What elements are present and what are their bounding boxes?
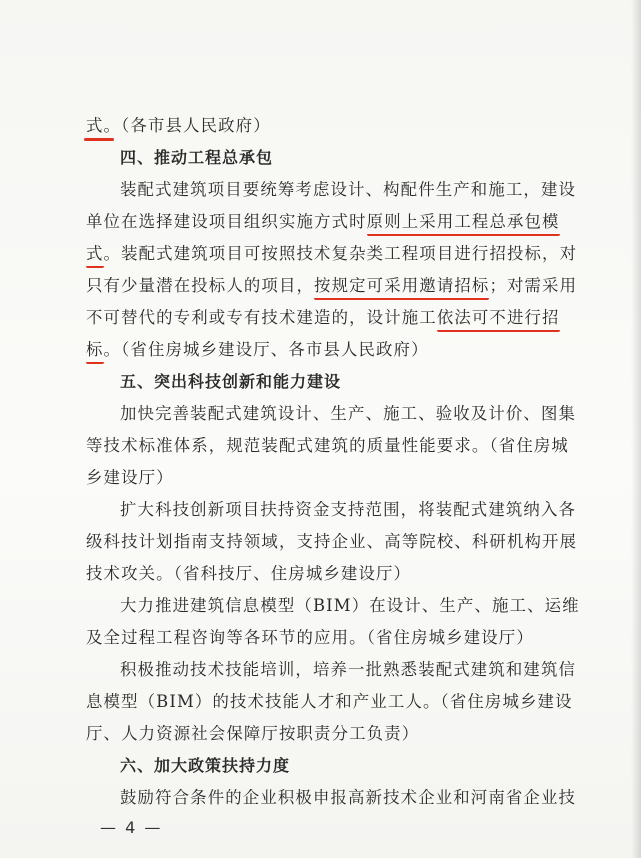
text-line-5 — [86, 244, 577, 264]
section-heading-6: 六、加大政策扶持力度 — [120, 756, 291, 775]
text-line-4 — [86, 212, 560, 232]
section-heading-5: 五、突出科技创新和能力建设 — [120, 372, 342, 391]
text-line-14: 级科技计划指南支持领域，支持企业、高等院校、科研机构开展 — [86, 532, 578, 551]
text-segment: 。（省住房城乡建设厅、各市县人民政府） — [103, 340, 429, 359]
text-line-8 — [86, 340, 429, 360]
text-line-19: 息模型（BIM）的技术技能人才和产业工人。（省住房城乡建设 — [86, 692, 573, 711]
text-line-11: 等技术标准体系，规范装配式建筑的质量性能要求。（省住房城 — [86, 436, 569, 455]
text-segment: 不可替代的专利或专有技术建造的，设计施工 — [86, 308, 437, 327]
text-segment: 式。 — [86, 116, 122, 135]
underlined-text: 按规定可采用邀请招标 — [314, 276, 489, 300]
text-line-12: 乡建设厅） — [86, 468, 174, 487]
page-number: — 4 — — [100, 818, 163, 837]
text-line-13: 扩大科技创新项目扶持资金支持范围，将装配式建筑纳入各 — [120, 500, 577, 519]
text-segment: 。装配式建筑项目可按照技术复杂类工程项目进行招投标，对 — [103, 244, 578, 263]
text-line-22: 鼓励符合条件的企业积极申报高新技术企业和河南省企业技 — [120, 788, 577, 807]
underlined-text: 原则上采用工程总承包模 — [367, 212, 560, 236]
text-segment: 只有少量潜在投标人的项目， — [86, 276, 315, 295]
text-line-1 — [86, 116, 271, 136]
text-line-17: 及全过程工程咨询等各环节的应用。（省住房城乡建设厅） — [86, 628, 534, 647]
text-line-20: 厅、人力资源社会保障厅按职责分工负责） — [86, 724, 420, 743]
underlined-text: 标 — [86, 340, 104, 364]
section-heading-4: 四、推动工程总承包 — [120, 148, 274, 167]
text-line-3: 装配式建筑项目要统筹考虑设计、构配件生产和施工，建设 — [120, 180, 577, 199]
page-edge-shadow — [631, 0, 641, 858]
underlined-text: 式 — [86, 244, 104, 268]
red-underline-mark — [84, 138, 114, 141]
text-segment: ；对需采用 — [489, 276, 578, 295]
text-line-18: 积极推动技术技能培训，培养一批熟悉装配式建筑和建筑信 — [120, 660, 577, 679]
underlined-text: 依法可不进行招 — [437, 308, 560, 332]
text-segment: 单位在选择建设项目组织实施方式时 — [86, 212, 367, 231]
text-line-15: 技术攻关。（省科技厅、住房城乡建设厅） — [86, 564, 412, 583]
text-segment: （各市县人民政府） — [121, 116, 271, 135]
text-line-6 — [86, 276, 577, 296]
text-line-16: 大力推进建筑信息模型（BIM）在设计、生产、施工、运维 — [120, 596, 580, 615]
text-line-7 — [86, 308, 560, 328]
text-line-10: 加快完善装配式建筑设计、生产、施工、验收及计价、图集 — [120, 404, 577, 423]
